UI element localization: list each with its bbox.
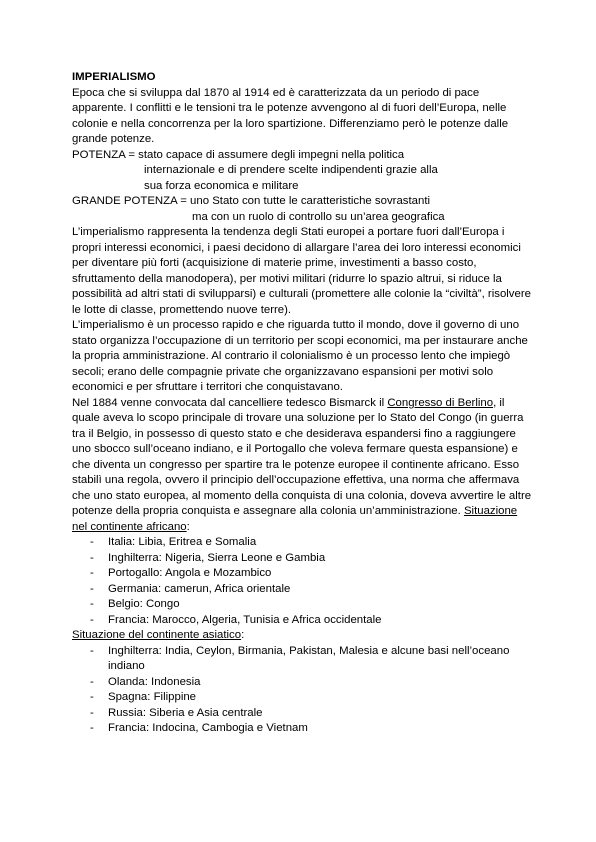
definition-potenza-line1: POTENZA = stato capace di assumere degli impegni nella politica xyxy=(72,148,405,161)
list-item: - Russia: Siberia e Asia centrale xyxy=(90,706,532,722)
asia-heading: Situazione del continente asiatico xyxy=(72,629,242,641)
definition-potenza-line2: internazionale e di prendere scelte indipendenti grazie alla xyxy=(144,164,438,176)
document-page xyxy=(72,70,532,737)
definition-potenza-line3: sua forza economica e militare xyxy=(144,179,299,192)
definition-grande-potenza-line2: ma con un ruolo di controllo su un’area geografica xyxy=(192,210,445,223)
document-title: IMPERIALISMO xyxy=(72,71,156,83)
africa-heading: Situazione nel continente africano xyxy=(72,505,518,533)
list-item: - Spagna: Filippine xyxy=(90,690,532,706)
africa-list xyxy=(72,535,532,628)
list-item: - Germania: camerun, Africa orientale xyxy=(90,582,532,598)
asia-heading-line xyxy=(72,628,532,644)
list-item: - Inghilterra: Nigeria, Sierra Leone e Gambia xyxy=(90,551,532,567)
imperialismo-paragraph: L’imperialismo rappresenta la tendenza degli Stati europei a portare fuori dall’Europa i propri interessi economici, i paesi decidono di allargare l’area dei loro interessi economici per diventare più forti (acquisizione di materie prime, investimenti a basso costo, sfruttamento della manodopera), per motivi militari (ridurre lo spazio altrui, si riduce la possibilità ad altri stati di svilupparsi) e culturali (promettere alle colonie la “civiltà”, risolvere le lotte di classe, promettendo nuove terre). xyxy=(72,226,531,316)
congresso-paragraph xyxy=(72,396,532,536)
list-item: - Portogallo: Angola e Mozambico xyxy=(90,566,532,582)
africa-heading-colon: : xyxy=(186,520,190,533)
asia-heading-colon: : xyxy=(241,629,245,641)
list-item: - Olanda: Indonesia xyxy=(90,675,532,691)
list-item: - Belgio: Congo xyxy=(90,597,532,613)
list-item: - Francia: Marocco, Algeria, Tunisia e Africa occidentale xyxy=(90,613,532,629)
definition-grande-potenza-line1: GRANDE POTENZA = uno Stato con tutte le caratteristiche sovrastanti xyxy=(72,195,431,207)
list-item: - Francia: Indocina, Cambogia e Vietnam xyxy=(90,721,532,737)
list-item: - Italia: Libia, Eritrea e Somalia xyxy=(90,535,532,551)
list-item: - Inghilterra: India, Ceylon, Birmania, Pakistan, Malesia e alcune basi nell’oceano indiano xyxy=(90,644,532,675)
congresso-text-after: , il quale aveva lo scopo principale di trovare una soluzione per lo Stato del Congo (in guerra tra il Belgio, in possesso di questo stato e che desiderava espandersi fino a raggiungere uno sbocco sull’oceano indiano, e il Portogallo che voleva fermare questa espansione) e che diventa un congresso per spartire tra le potenze europee il continente africano. Esso stabilì una regola, ovvero il principio dell’occupazione effettiva, una norma che affermava che uno stato europea, al momento della conquista di una colonia, doveva avvertire le altre potenze della propria conquista e assegnare alla colonia un’amministrazione. xyxy=(72,396,532,517)
congresso-text-before: Nel 1884 venne convocata dal cancelliere tedesco Bismarck il xyxy=(72,396,388,409)
intro-paragraph: Epoca che si sviluppa dal 1870 al 1914 ed è caratterizzata da un periodo di pace apparente. I conflitti e le tensioni tra le potenze avvengono al di fuori dell’Europa, nelle colonie e nella concorrenza per la loro spartizione. Differenziamo però le potenze dalle grande potenze. xyxy=(72,86,509,145)
processo-paragraph: L’imperialismo è un processo rapido e che riguarda tutto il mondo, dove il governo di uno stato organizza l’occupazione di un territorio per scopi economici, ma per instaurare anche la propria amministrazione. Al contrario il colonialismo è un processo lento che impiegò secoli; erano delle compagnie private che organizzavano espansioni per motivi solo economici e per sfruttare i territori che conquistavano. xyxy=(72,319,528,393)
asia-list xyxy=(72,644,532,737)
congresso-di-berlino-underlined: Congresso di Berlino xyxy=(387,396,494,409)
